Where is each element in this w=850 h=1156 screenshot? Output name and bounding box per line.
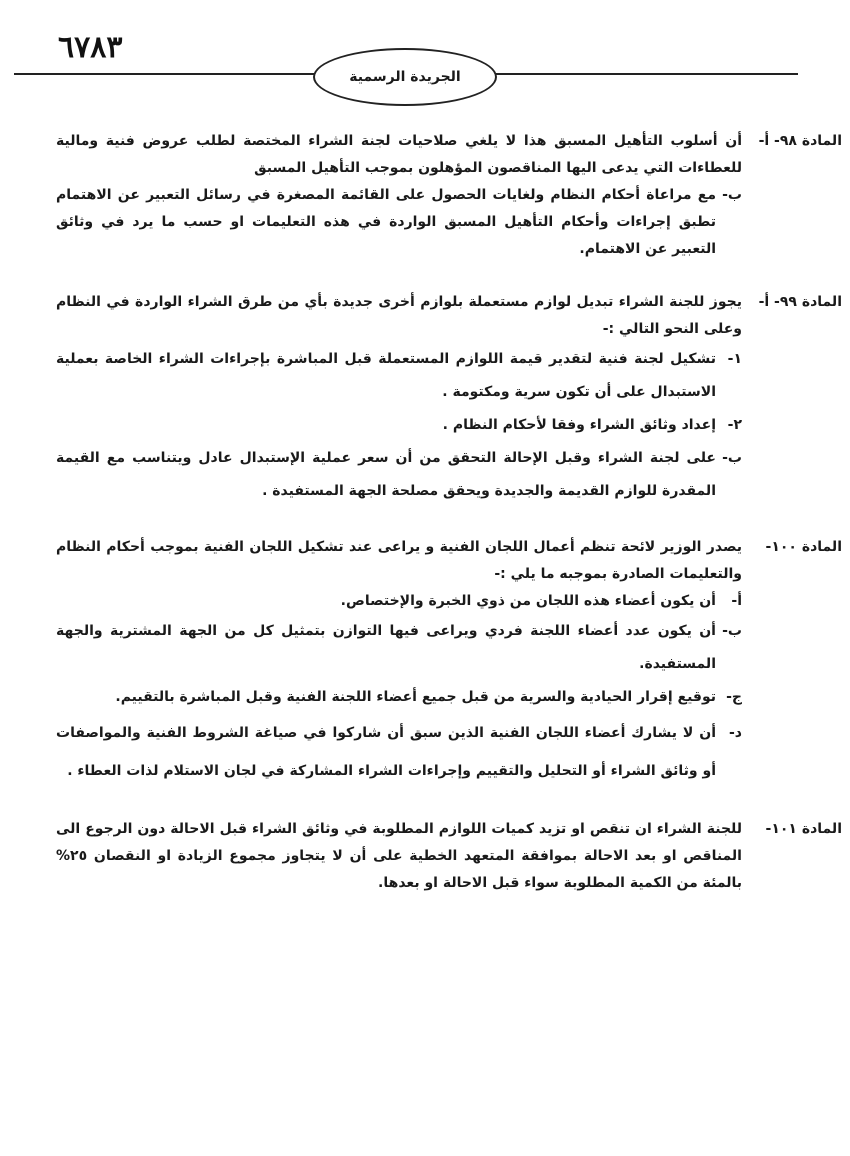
clause-text: أن يكون أعضاء هذه اللجان من ذوي الخبرة والإختصاص. (340, 593, 716, 609)
clause-label: د- (729, 725, 742, 741)
clause-label: ب- (722, 450, 742, 466)
item-text: إعداد وثائق الشراء وفقا لأحكام النظام . (442, 417, 716, 433)
article-100-intro: يصدر الوزير لائحة تنظم أعمال اللجان الفنية و يراعى عند تشكيل اللجان الفنية بموجب أحكام النظام والتعليمات الصادرة بموجبه ما يلي :- (56, 539, 742, 582)
gazette-title: الجريدة الرسمية (349, 69, 461, 85)
item-label: ٢- (727, 417, 742, 433)
gazette-title-oval (313, 48, 497, 106)
article-98-clause-b (56, 182, 742, 263)
article-99-clause-a: يجوز للجنة الشراء تبديل لوازم مستعملة بلوازم أخرى جديدة بأي من طرق الشراء الواردة في النظام وعلى النحو التالي :- (56, 294, 742, 337)
item-label: ١- (727, 351, 742, 367)
article-99 (56, 289, 842, 508)
article-99-clause-b (56, 442, 742, 508)
clause-label: أ- (731, 593, 742, 609)
article-99-item-1 (56, 343, 742, 409)
article-98-clause-a: أن أسلوب التأهيل المسبق هذا لا يلغي صلاحيات لجنة الشراء المختصة لطلب عروض فنية ومالية للعطاءات التي يدعى اليها المناقصون المؤهلون بموجب التأهيل المسبق (56, 133, 742, 176)
clause-text: أن يكون عدد أعضاء اللجنة فردي ويراعى فيها التوازن بتمثيل كل من الجهة المشترية والجهة المستفيدة. (56, 623, 716, 672)
article-100-label: المادة ١٠٠- (765, 539, 842, 555)
article-100-clause-d (56, 714, 742, 790)
article-100-clause-c (56, 681, 742, 714)
clause-text: على لجنة الشراء وقبل الإحالة التحقق من أن سعر عملية الإستبدال عادل ويتناسب مع القيمة المقدرة للوازم القديمة والجديدة ويحقق مصلحة الجهة المستفيدة . (56, 450, 716, 499)
article-101-text: للجنة الشراء ان تنقص او تزيد كميات اللوازم المطلوبة في وثائق الشراء قبل الاحالة دون الرجوع الى المناقص او بعد الاحالة بموافقة المتعهد الخطية على أن لا يتجاوز مجموع الزيادة او النقصان ٢٥% بالمئة من الكمية المطلوبة سواء قبل الاحالة او بعدها. (56, 821, 742, 891)
article-98 (56, 128, 842, 263)
article-100-clause-a (56, 588, 742, 615)
article-99-label: المادة ٩٩- أ- (758, 294, 842, 310)
clause-label: ج- (726, 689, 742, 705)
clause-text: توقيع إقرار الحيادية والسرية من قبل جميع أعضاء اللجنة الفنية وقبل المباشرة بالتقييم. (115, 689, 716, 705)
article-98-label: المادة ٩٨- أ- (758, 133, 842, 149)
article-101-label: المادة ١٠١- (765, 821, 842, 837)
clause-text: أن لا يشارك أعضاء اللجان الفنية الذين سبق أن شاركوا في صياغة الشروط الفنية والمواصفات أو وثائق الشراء أو التحليل والتقييم وإجراءات الشراء المشاركة في لجان الاستلام لذات العطاء . (56, 725, 716, 779)
clause-text: مع مراعاة أحكام النظام ولغايات الحصول على القائمة المصغرة في رسائل التعبير عن الاهتمام تطبق إجراءات وأحكام التأهيل المسبق الواردة في هذه التعليمات او حسب ما يرد في وثائق التعبير عن الاهتمام. (56, 187, 716, 257)
article-101 (56, 816, 842, 897)
clause-label: ب- (722, 623, 742, 639)
article-99-item-2 (56, 409, 742, 442)
item-text: تشكيل لجنة فنية لتقدير قيمة اللوازم المستعملة قبل المباشرة بإجراءات الشراء الخاصة بعملية الاستبدال على أن تكون سرية ومكتومة . (56, 351, 716, 400)
article-100-clause-b (56, 615, 742, 681)
article-100 (56, 534, 842, 790)
document-body (56, 128, 842, 897)
clause-label: ب- (722, 187, 742, 203)
page-number: ٦٧٨٣ (58, 30, 123, 65)
